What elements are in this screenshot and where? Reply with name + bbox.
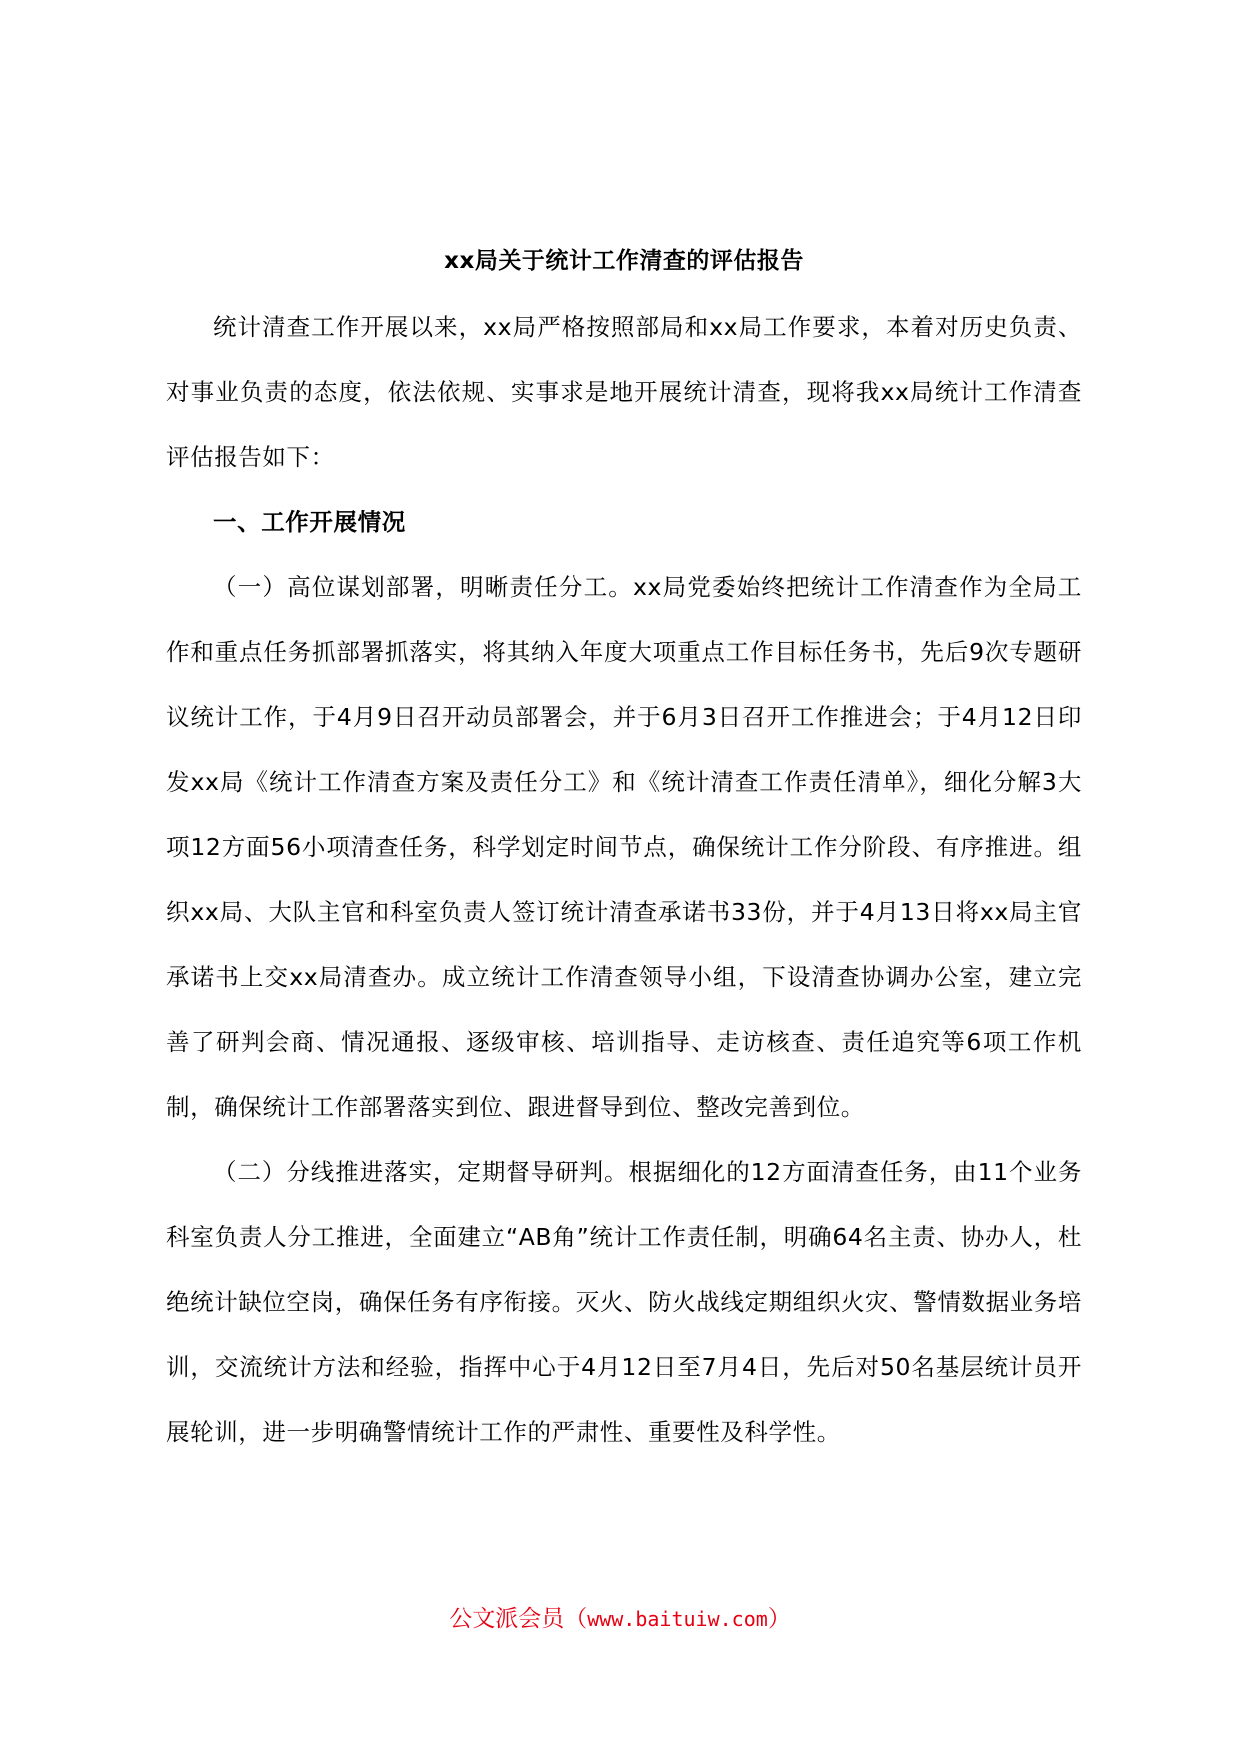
footer-url: www.baituiw.com (587, 1607, 768, 1631)
section-heading-1: 一、工作开展情况 (213, 508, 406, 536)
footer-close-paren: ） (767, 1606, 791, 1632)
footer-name: 公文派会员 (449, 1606, 565, 1632)
footer-watermark (0, 1603, 1240, 1635)
footer-open-paren: （ (564, 1606, 588, 1632)
document-title: xx局关于统计工作清查的评估报告 (444, 248, 804, 274)
paragraph-1: （一）高位谋划部署，明晰责任分工。xx局党委始终把统计工作清查作为全局工作和重点任务抓部署抓落实，将其纳入年度大项重点工作目标任务书，先后9次专题研议统计工作，于4月9日召开动员部署会，并于6月3日召开工作推进会；于4月12日印发xx局《统计工作清查方案及责任分工》和《统计清查工作责任清单》，细化分解3大项12方面56小项清查任务，科学划定时间节点，确保统计工作分阶段、有序推进。组织xx局、大队主官和科室负责人签订统计清查承诺书33份，并于4月13日将xx局主官承诺书上交xx局清查办。成立统计工作清查领导小组，下设清查协调办公室，建立完善了研判会商、情况通报、逐级审核、培训指导、走访核查、责任追究等6项工作机制，确保统计工作部署落实到位、跟进督导到位、整改完善到位。 (166, 573, 1082, 1121)
document-body (166, 245, 1082, 1465)
intro-paragraph: 统计清查工作开展以来，xx局严格按照部局和xx局工作要求，本着对历史负责、对事业负责的态度，依法依规、实事求是地开展统计清查，现将我xx局统计工作清查评估报告如下： (166, 313, 1082, 471)
paragraph-2: （二）分线推进落实，定期督导研判。根据细化的12方面清查任务，由11个业务科室负责人分工推进，全面建立“AB角”统计工作责任制，明确64名主责、协办人，杜绝统计缺位空岗，确保任务有序衔接。灭火、防火战线定期组织火灾、警情数据业务培训，交流统计方法和经验，指挥中心于4月12日至7月4日，先后对50名基层统计员开展轮训，进一步明确警情统计工作的严肃性、重要性及科学性。 (166, 1158, 1082, 1446)
